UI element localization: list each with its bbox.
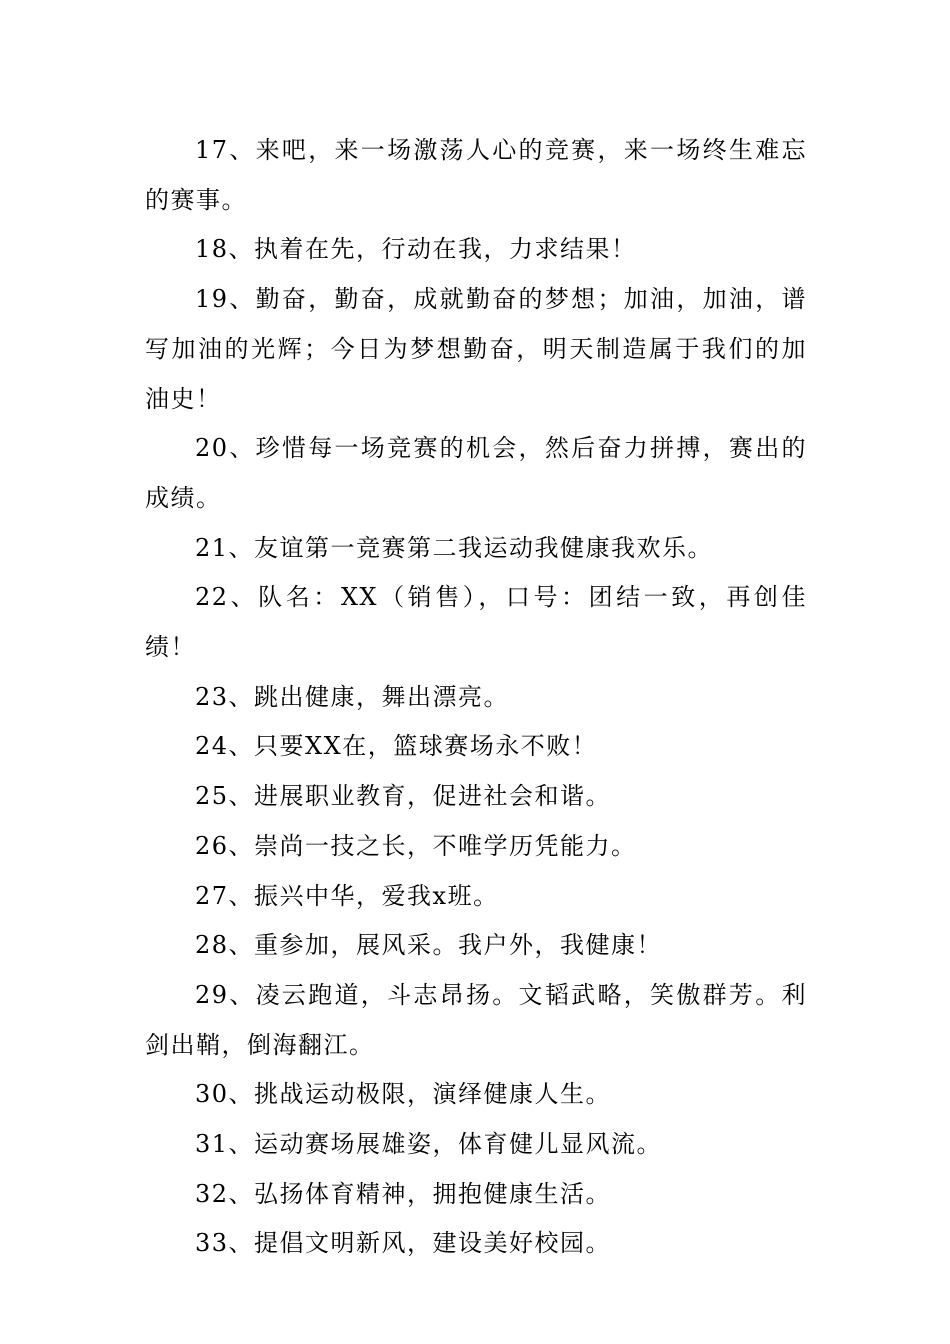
- slogan-17: 17、来吧，来一场激荡人心的竞赛，来一场终生难忘的赛事。: [145, 136, 807, 214]
- slogan-32: 32、弘扬体育精神，拥抱健康生活。: [195, 1179, 612, 1208]
- slogan-33: 33、提倡文明新风，建设美好校园。: [195, 1229, 612, 1258]
- slogan-20: 20、珍惜每一场竞赛的机会，然后奋力拼搏，赛出的成绩。: [145, 434, 807, 512]
- slogan-24: 24、只要XX在，篮球赛场永不败！: [195, 732, 598, 761]
- slogan-23: 23、跳出健康，舞出漂亮。: [195, 682, 510, 711]
- slogan-29: 29、凌云跑道，斗志昂扬。文韬武略，笑傲群芳。利剑出鞘，倒海翻江。: [145, 980, 807, 1059]
- slogan-27: 27、振兴中华，爱我x班。: [195, 881, 499, 910]
- slogan-25: 25、进展职业教育，促进社会和谐。: [195, 782, 612, 811]
- document-body: [145, 126, 807, 1269]
- slogan-19: 19、勤奋，勤奋，成就勤奋的梦想；加油，加油，谱写加油的光辉；今日为梦想勤奋，明天制造属于我们的加油史！: [145, 285, 807, 413]
- slogan-30: 30、挑战运动极限，演绎健康人生。: [195, 1080, 612, 1109]
- slogan-26: 26、崇尚一技之长，不唯学历凭能力。: [195, 831, 637, 860]
- slogan-31: 31、运动赛场展雄姿，体育健儿显风流。: [195, 1130, 663, 1159]
- slogan-22: 22、队名：XX（销售），口号：团结一致，再创佳绩！: [145, 583, 807, 662]
- slogan-21: 21、友谊第一竞赛第二我运动我健康我欢乐。: [195, 533, 714, 562]
- slogan-18: 18、执着在先，行动在我，力求结果！: [195, 235, 637, 264]
- slogan-28: 28、重参加，展风采。我户外，我健康！: [195, 931, 663, 960]
